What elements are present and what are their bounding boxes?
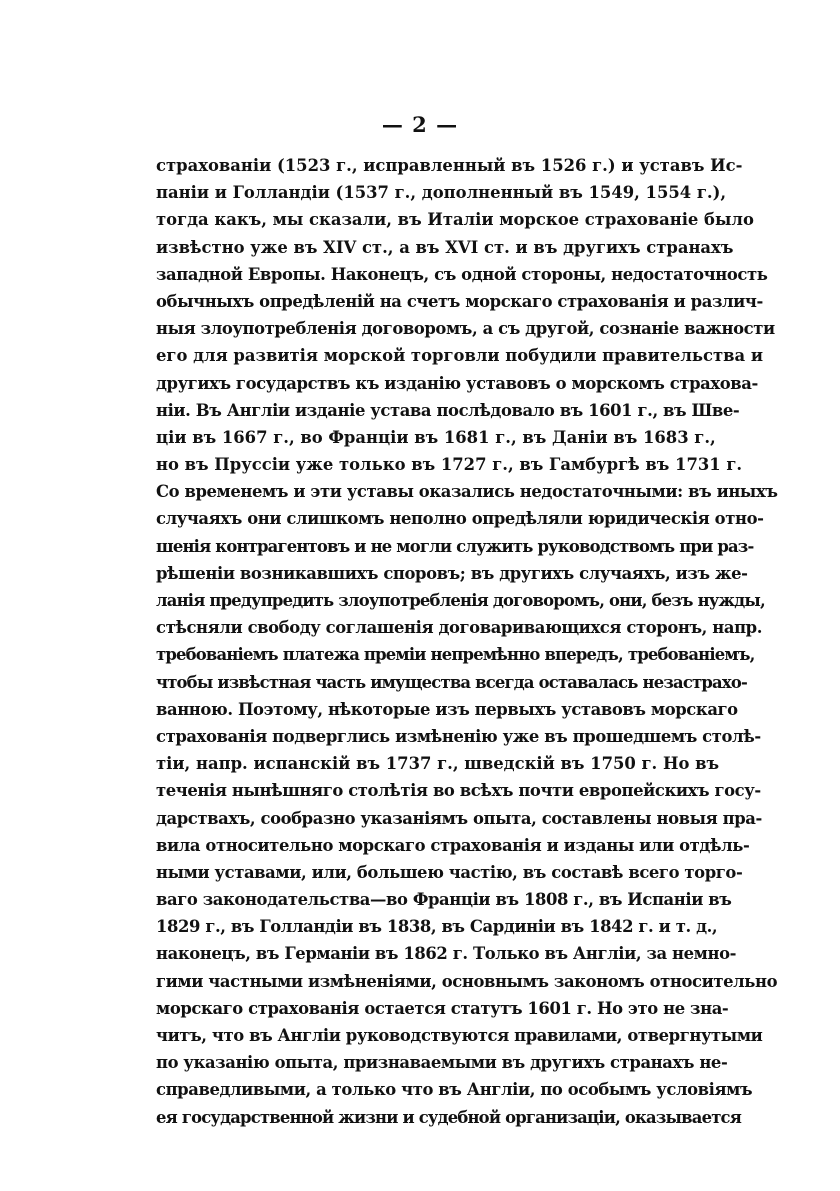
text-line: морскаго страхованія остается статутъ 1601 г. Но это не зна- xyxy=(156,998,729,1018)
text-line: другихъ государствъ къ изданію уставовъ о морскомъ страхова- xyxy=(156,373,758,393)
text-line: вила относительно морскаго страхованія и изданы или отдѣль- xyxy=(156,835,750,855)
text-line: теченія нынѣшняго столѣтія во всѣхъ почти европейскихъ госу- xyxy=(156,781,761,801)
text-line: ными уставами, или, большею частію, въ составѣ всего торго- xyxy=(156,862,743,882)
text-line: страхованіи (1523 г., исправленный въ 1526 г.) и уставъ Ис- xyxy=(156,156,743,175)
text-line: тіи, напр. испанскій въ 1737 г., шведскій въ 1750 г. Но въ xyxy=(156,754,720,774)
text-line: его для развитія морской торговли побудили правительства и xyxy=(156,346,764,366)
text-line: чтобы извѣстная часть имущества всегда оставалась незастрахо- xyxy=(156,672,747,692)
text-line: ціи въ 1667 г., во Франціи въ 1681 г., въ Даніи въ 1683 г., xyxy=(156,427,716,447)
text-line: ванною. Поэтому, нѣкоторые изъ первыхъ уставовъ морскаго xyxy=(156,699,738,719)
text-line: западной Европы. Наконецъ, съ одной стороны, недостаточность xyxy=(156,264,768,284)
text-line: ея государственной жизни и судебной организаціи, оказывается xyxy=(156,1107,742,1127)
text-line: ніи. Въ Англіи изданіе устава послѣдовало въ 1601 г., въ Шве- xyxy=(156,400,740,420)
text-line: дарствахъ, сообразно указаніямъ опыта, составлены новыя пра- xyxy=(156,808,762,828)
body-text xyxy=(156,152,778,1131)
text-line: извѣстно уже въ XIV ст., а въ XVI ст. и въ другихъ странахъ xyxy=(156,237,734,257)
text-line: но въ Пруссіи уже только въ 1727 г., въ Гамбургѣ въ 1731 г. xyxy=(156,455,743,475)
text-line: читъ, что въ Англіи руководствуются правилами, отвергнутыми xyxy=(156,1026,763,1045)
text-line: обычныхъ опредѣленій на счетъ морскаго страхованія и различ- xyxy=(156,291,763,311)
text-line: требованіемъ платежа преміи непремѣнно впередъ, требованіемъ, xyxy=(156,645,755,665)
page-number: — 2 — xyxy=(381,112,459,137)
text-line: стѣсняли свободу соглашенія договаривающихся сторонъ, напр. xyxy=(156,618,763,638)
text-line: случаяхъ они слишкомъ неполно опредѣляли юридическія отно- xyxy=(156,509,764,529)
text-line: Со временемъ и эти уставы оказались недостаточными: въ иныхъ xyxy=(156,482,778,502)
text-line: 1829 г., въ Голландіи въ 1838, въ Сардиніи въ 1842 г. и т. д., xyxy=(156,917,718,937)
text-line: ныя злоупотребленія договоромъ, а съ другой, сознаніе важности xyxy=(156,319,775,339)
text-line: шенія контрагентовъ и не могли служить руководствомъ при раз- xyxy=(156,536,754,556)
text-line: ваго законодательства—во Франціи въ 1808 г., въ Испаніи въ xyxy=(156,890,732,910)
text-line: страхованія подверглись измѣненію уже въ прошедшемъ столѣ- xyxy=(156,726,761,746)
text-line: наконецъ, въ Германіи въ 1862 г. Только въ Англіи, за немно- xyxy=(156,944,737,964)
text-line: паніи и Голландіи (1537 г., дополненный въ 1549, 1554 г.), xyxy=(156,183,727,203)
text-line: рѣшеніи возникавшихъ споровъ; въ другихъ случаяхъ, изъ же- xyxy=(156,563,748,583)
text-line: справедливыми, а только что въ Англіи, по особымъ условіямъ xyxy=(156,1080,753,1100)
text-line: ланія предупредить злоупотребленія договоромъ, они, безъ нужды, xyxy=(156,591,765,610)
text-line: тогда какъ, мы сказали, въ Италіи морское страхованіе было xyxy=(156,210,754,230)
text-line: гими частными измѣненіями, основнымъ закономъ относительно xyxy=(156,971,778,991)
text-line: по указанію опыта, признаваемыми въ другихъ странахъ не- xyxy=(156,1053,728,1073)
